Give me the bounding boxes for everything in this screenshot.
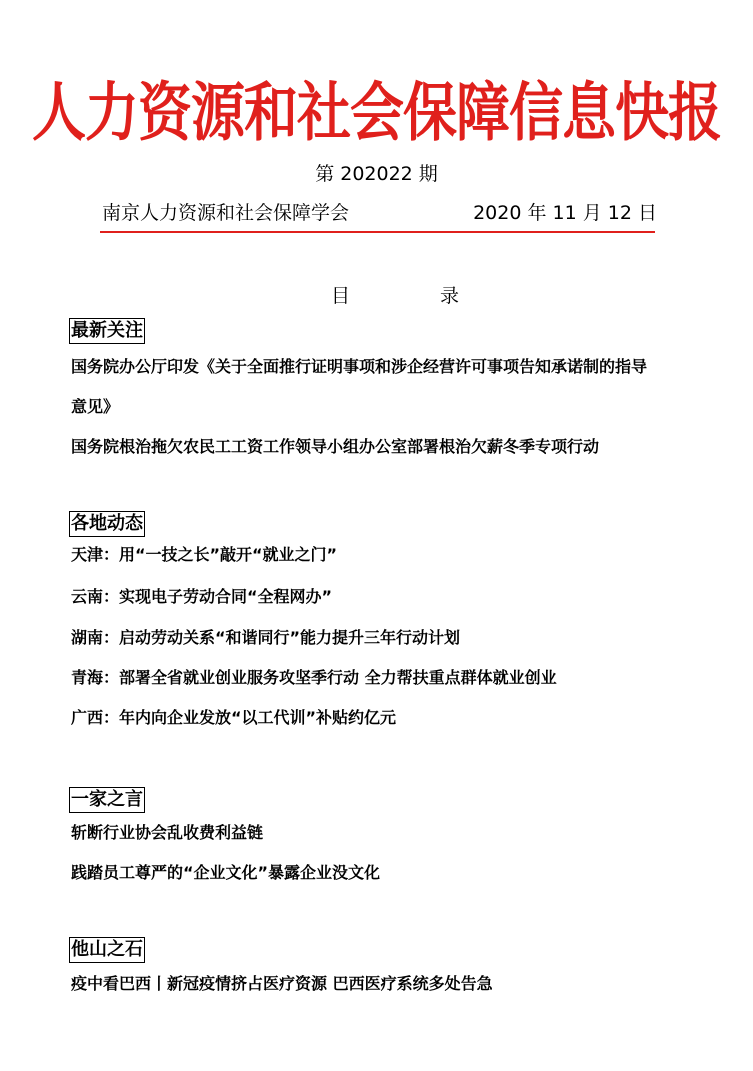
toc-entry[interactable]: 湖南：启动劳动关系“和谐同行”能力提升三年行动计划: [71, 628, 461, 647]
toc-entry[interactable]: 疫中看巴西丨新冠疫情挤占医疗资源 巴西医疗系统多处告急: [71, 974, 493, 993]
toc-entry[interactable]: 国务院根治拖欠农民工工资工作领导小组办公室部署根治欠薪冬季专项行动: [71, 437, 600, 456]
section-heading-opinion: 一家之言: [69, 787, 145, 813]
toc-title: [331, 283, 459, 309]
section-heading-latest: 最新关注: [69, 318, 145, 344]
toc-entry[interactable]: 云南：实现电子劳动合同“全程网办”: [71, 587, 333, 606]
publish-date: 2020 年 11 月 12 日: [473, 202, 657, 224]
toc-entry[interactable]: 意见》: [71, 397, 120, 416]
issue-number: 第 202022 期: [315, 163, 438, 185]
toc-title-part2: 录: [440, 285, 460, 307]
toc-entry[interactable]: 斩断行业协会乱收费利益链: [71, 823, 264, 842]
publisher-name: 南京人力资源和社会保障学会: [102, 202, 350, 224]
section-heading-local-news: 各地动态: [69, 511, 145, 537]
toc-title-part1: 目: [331, 285, 351, 307]
toc-entry[interactable]: 青海：部署全省就业创业服务攻坚季行动 全力帮扶重点群体就业创业: [71, 668, 557, 687]
section-heading-abroad: 他山之石: [69, 937, 145, 963]
toc-entry[interactable]: 践踏员工尊严的“企业文化”暴露企业没文化: [71, 863, 381, 882]
header-divider: [100, 231, 655, 233]
masthead-title: 人力资源和社会保障信息快报: [32, 74, 721, 150]
toc-entry[interactable]: 广西：年内向企业发放“以工代训”补贴约亿元: [71, 708, 397, 727]
toc-entry[interactable]: 国务院办公厅印发《关于全面推行证明事项和涉企经营许可事项告知承诺制的指导: [71, 357, 648, 376]
toc-entry[interactable]: 天津：用“一技之长”敲开“就业之门”: [71, 545, 338, 564]
